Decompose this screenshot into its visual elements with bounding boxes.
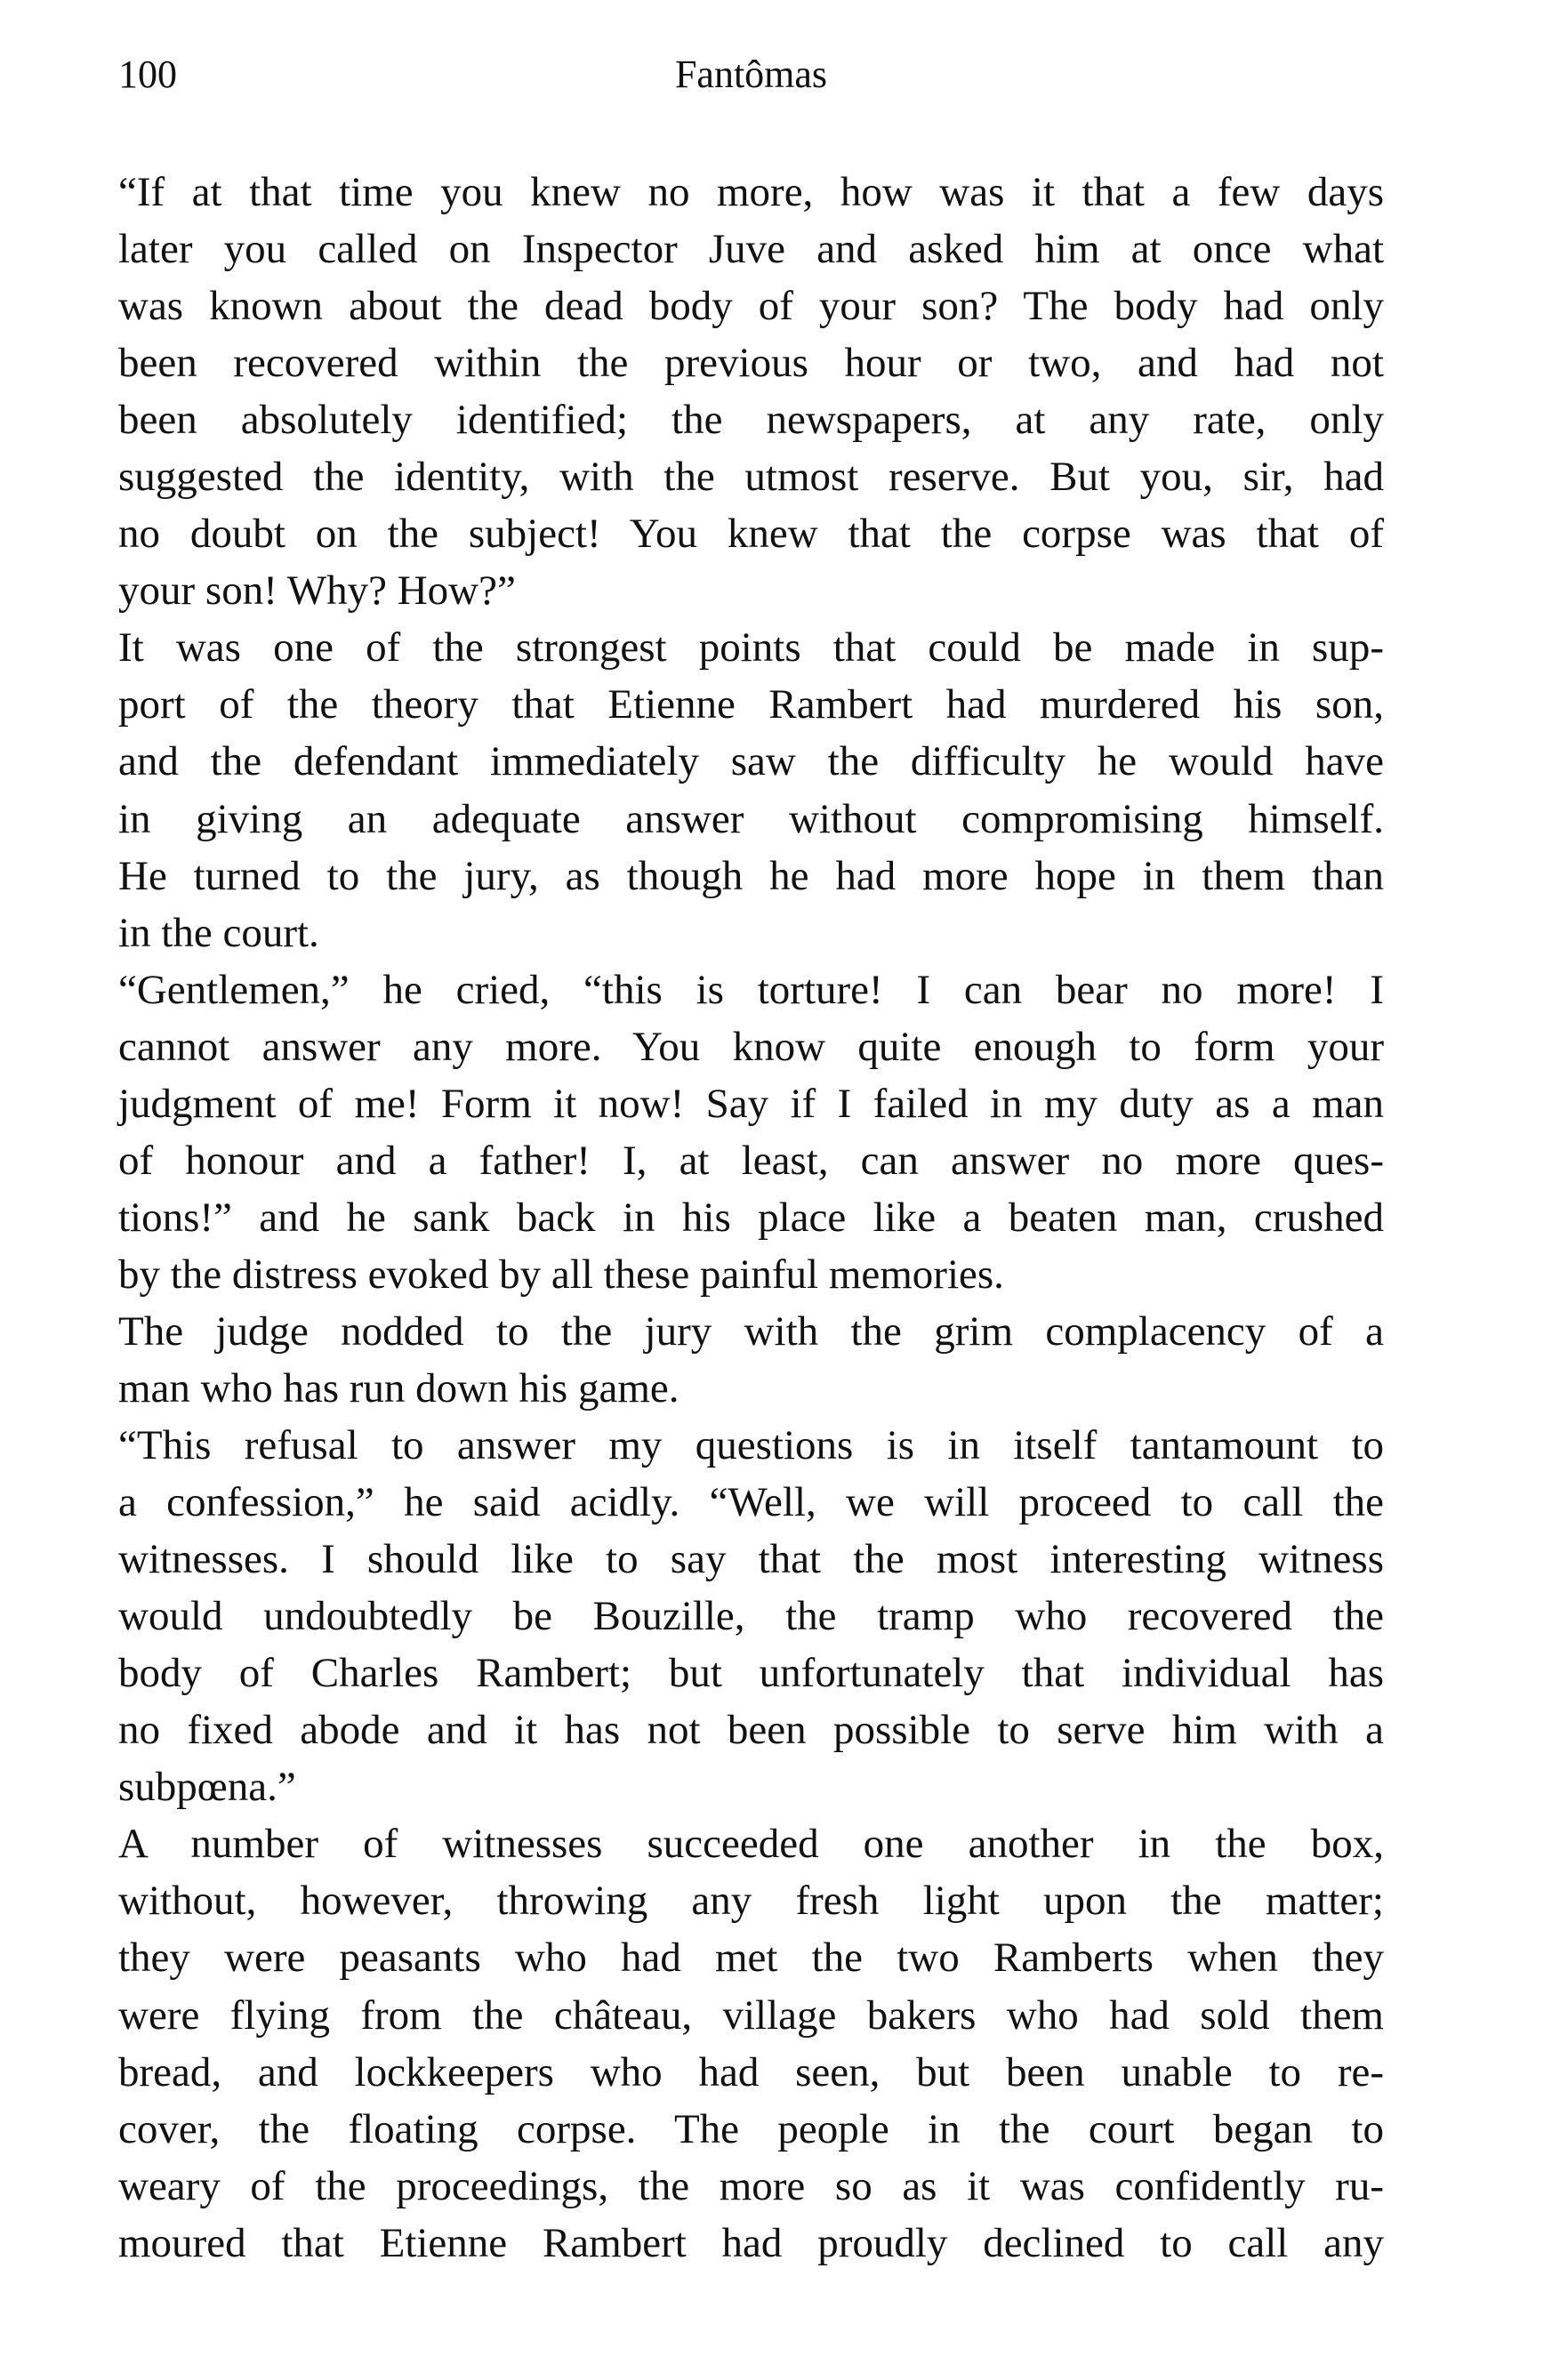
text-line: would undoubtedly be Bouzille, the tramp who recovered the: [118, 1593, 1384, 1640]
text-line: been absolutely identified; the newspapers, at any rate, only: [118, 397, 1384, 444]
text-line: He turned to the jury, as though he had more hope in them than: [118, 852, 1384, 899]
text-line: The judge nodded to the jury with the grim complacency of a: [118, 1307, 1384, 1355]
text-line: by the distress evoked by all these painful memories.: [118, 1251, 1004, 1298]
text-line: cover, the floating corpse. The people in the court began to: [118, 2105, 1384, 2152]
text-line: later you called on Inspector Juve and asked him at once what: [118, 226, 1384, 273]
page-header: [118, 50, 1384, 103]
text-line: judgment of me! Form it now! Say if I failed in my duty as a man: [118, 1080, 1384, 1127]
text-line: suggested the identity, with the utmost reserve. But you, sir, had: [118, 454, 1384, 501]
text-line: witnesses. I should like to say that the most interesting witness: [118, 1536, 1384, 1583]
text-line: were flying from the château, village bakers who had sold them: [118, 1991, 1384, 2039]
text-line: “If at that time you knew no more, how was it that a few days: [118, 169, 1384, 215]
text-line: cannot answer any more. You know quite enough to form your: [118, 1023, 1384, 1070]
running-title: Fantômas: [674, 52, 828, 96]
text-line: A number of witnesses succeeded one another in the box,: [118, 1821, 1384, 1868]
text-line: was known about the dead body of your son? The body had only: [118, 283, 1384, 330]
text-line: “This refusal to answer my questions is in itself tantamount to: [118, 1422, 1384, 1469]
text-line: port of the theory that Etienne Rambert had murdered his son,: [118, 681, 1384, 728]
text-line: a confession,” he said acidly. “Well, we will proceed to call the: [118, 1479, 1384, 1526]
text-line: your son! Why? How?”: [118, 567, 516, 615]
text-line: no doubt on the subject! You knew that the corpse was that of: [118, 511, 1384, 558]
text-line: in the court.: [118, 909, 319, 956]
text-line: in giving an adequate answer without compromising himself.: [118, 795, 1384, 842]
text-line: “Gentlemen,” he cried, “this is torture! I can bear no more! I: [118, 966, 1384, 1013]
text-line: of honour and a father! I, at least, can answer no more ques-: [118, 1137, 1384, 1184]
text-line: man who has run down his game.: [118, 1364, 679, 1412]
text-line: without, however, throwing any fresh light upon the matter;: [118, 1878, 1384, 1925]
text-line: no fixed abode and it has not been possible to serve him with a: [118, 1707, 1384, 1754]
text-line: bread, and lockkeepers who had seen, but been unable to re-: [118, 2048, 1384, 2095]
text-line: weary of the proceedings, the more so as it was confidently ru-: [118, 2162, 1384, 2209]
text-line: body of Charles Rambert; but unfortunately that individual has: [118, 1650, 1384, 1697]
text-line: subpœna.”: [118, 1764, 296, 1811]
text-line: and the defendant immediately saw the difficulty he would have: [118, 738, 1384, 785]
text-line: tions!” and he sank back in his place like a beaten man, crushed: [118, 1194, 1384, 1241]
text-line: they were peasants who had met the two Ramberts when they: [118, 1935, 1384, 1982]
page-number: 100: [118, 52, 177, 96]
text-line: been recovered within the previous hour or two, and had not: [118, 340, 1384, 387]
text-line: moured that Etienne Rambert had proudly declined to call any: [118, 2219, 1384, 2266]
body-text: [118, 164, 1384, 2272]
text-line: It was one of the strongest points that could be made in sup-: [118, 624, 1384, 672]
